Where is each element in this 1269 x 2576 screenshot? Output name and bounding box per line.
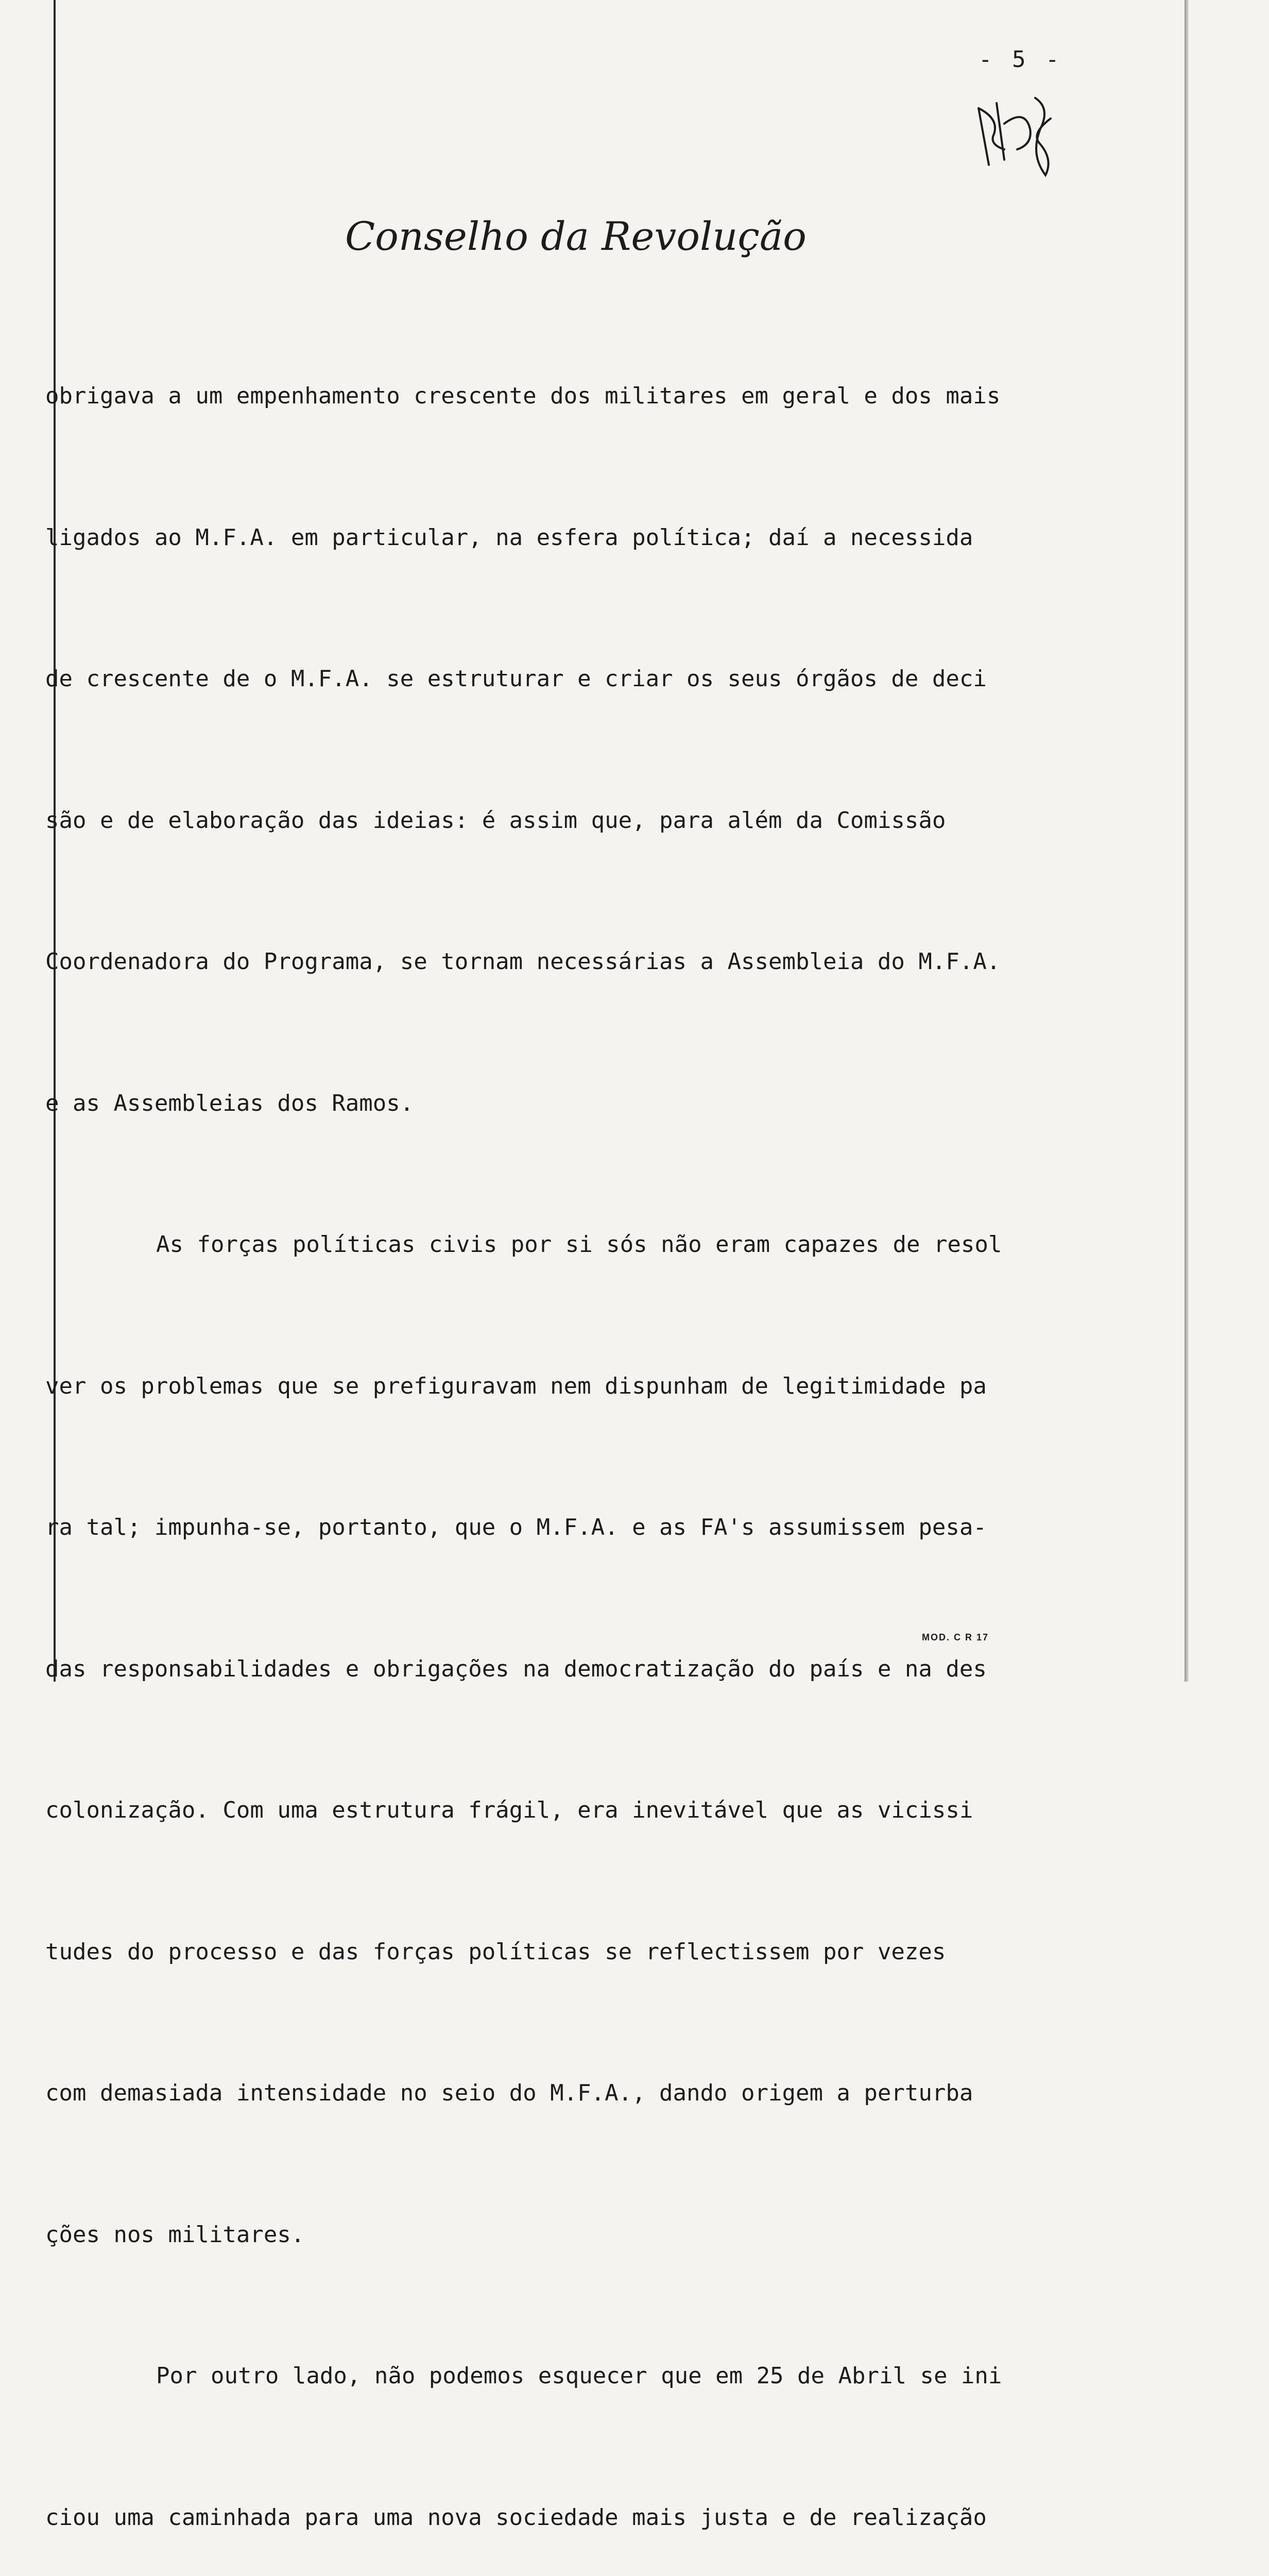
text-line: com demasiada intensidade no seio do M.F.A., dando origem a perturba xyxy=(45,2080,973,2106)
scan-edge xyxy=(1185,0,1189,1682)
text-line-paragraph-start: As forças políticas civis por si sós não eram capazes de resol xyxy=(156,1231,1002,1258)
text-line: ligados ao M.F.A. em particular, na esfera política; daí a necessida xyxy=(45,524,973,551)
text-line: das responsabilidades e obrigações na democratização do país e na des xyxy=(45,1655,987,1682)
text-line: de crescente de o M.F.A. se estruturar e criar os seus órgãos de deci xyxy=(45,666,987,692)
text-line: ciou uma caminhada para uma nova sociedade mais justa e de realização xyxy=(45,2504,987,2531)
text-line: obrigava a um empenhamento crescente dos militares em geral e dos mais xyxy=(45,383,1001,409)
body-text xyxy=(45,278,1075,2576)
page-number: - 5 - xyxy=(979,46,1062,73)
text-line-paragraph-start: Por outro lado, não podemos esquecer que em 25 de Abril se ini xyxy=(156,2363,1002,2389)
letterhead-text: Conselho da Revolução xyxy=(345,213,807,259)
form-code: MOD. C R 17 xyxy=(922,1632,989,1642)
text-line: são e de elaboração das ideias: é assim que, para além da Comissão xyxy=(45,807,946,834)
letterhead-title xyxy=(340,204,807,270)
handwritten-initials-signature xyxy=(968,88,1056,180)
text-line: tudes do processo e das forças políticas se reflectissem por vezes xyxy=(45,1938,946,1965)
text-line: ver os problemas que se prefiguravam nem dispunham de legitimidade pa xyxy=(45,1372,987,1399)
text-line: e as Assembleias dos Ramos. xyxy=(45,1090,414,1116)
text-line: ra tal; impunha-se, portanto, que o M.F.A. e as FA's assumissem pesa- xyxy=(45,1514,987,1540)
text-line: ções nos militares. xyxy=(45,2221,305,2248)
text-line: colonização. Com uma estrutura frágil, era inevitável que as vicissi xyxy=(45,1797,973,1823)
text-line: Coordenadora do Programa, se tornam necessárias a Assembleia do M.F.A. xyxy=(45,948,1001,975)
